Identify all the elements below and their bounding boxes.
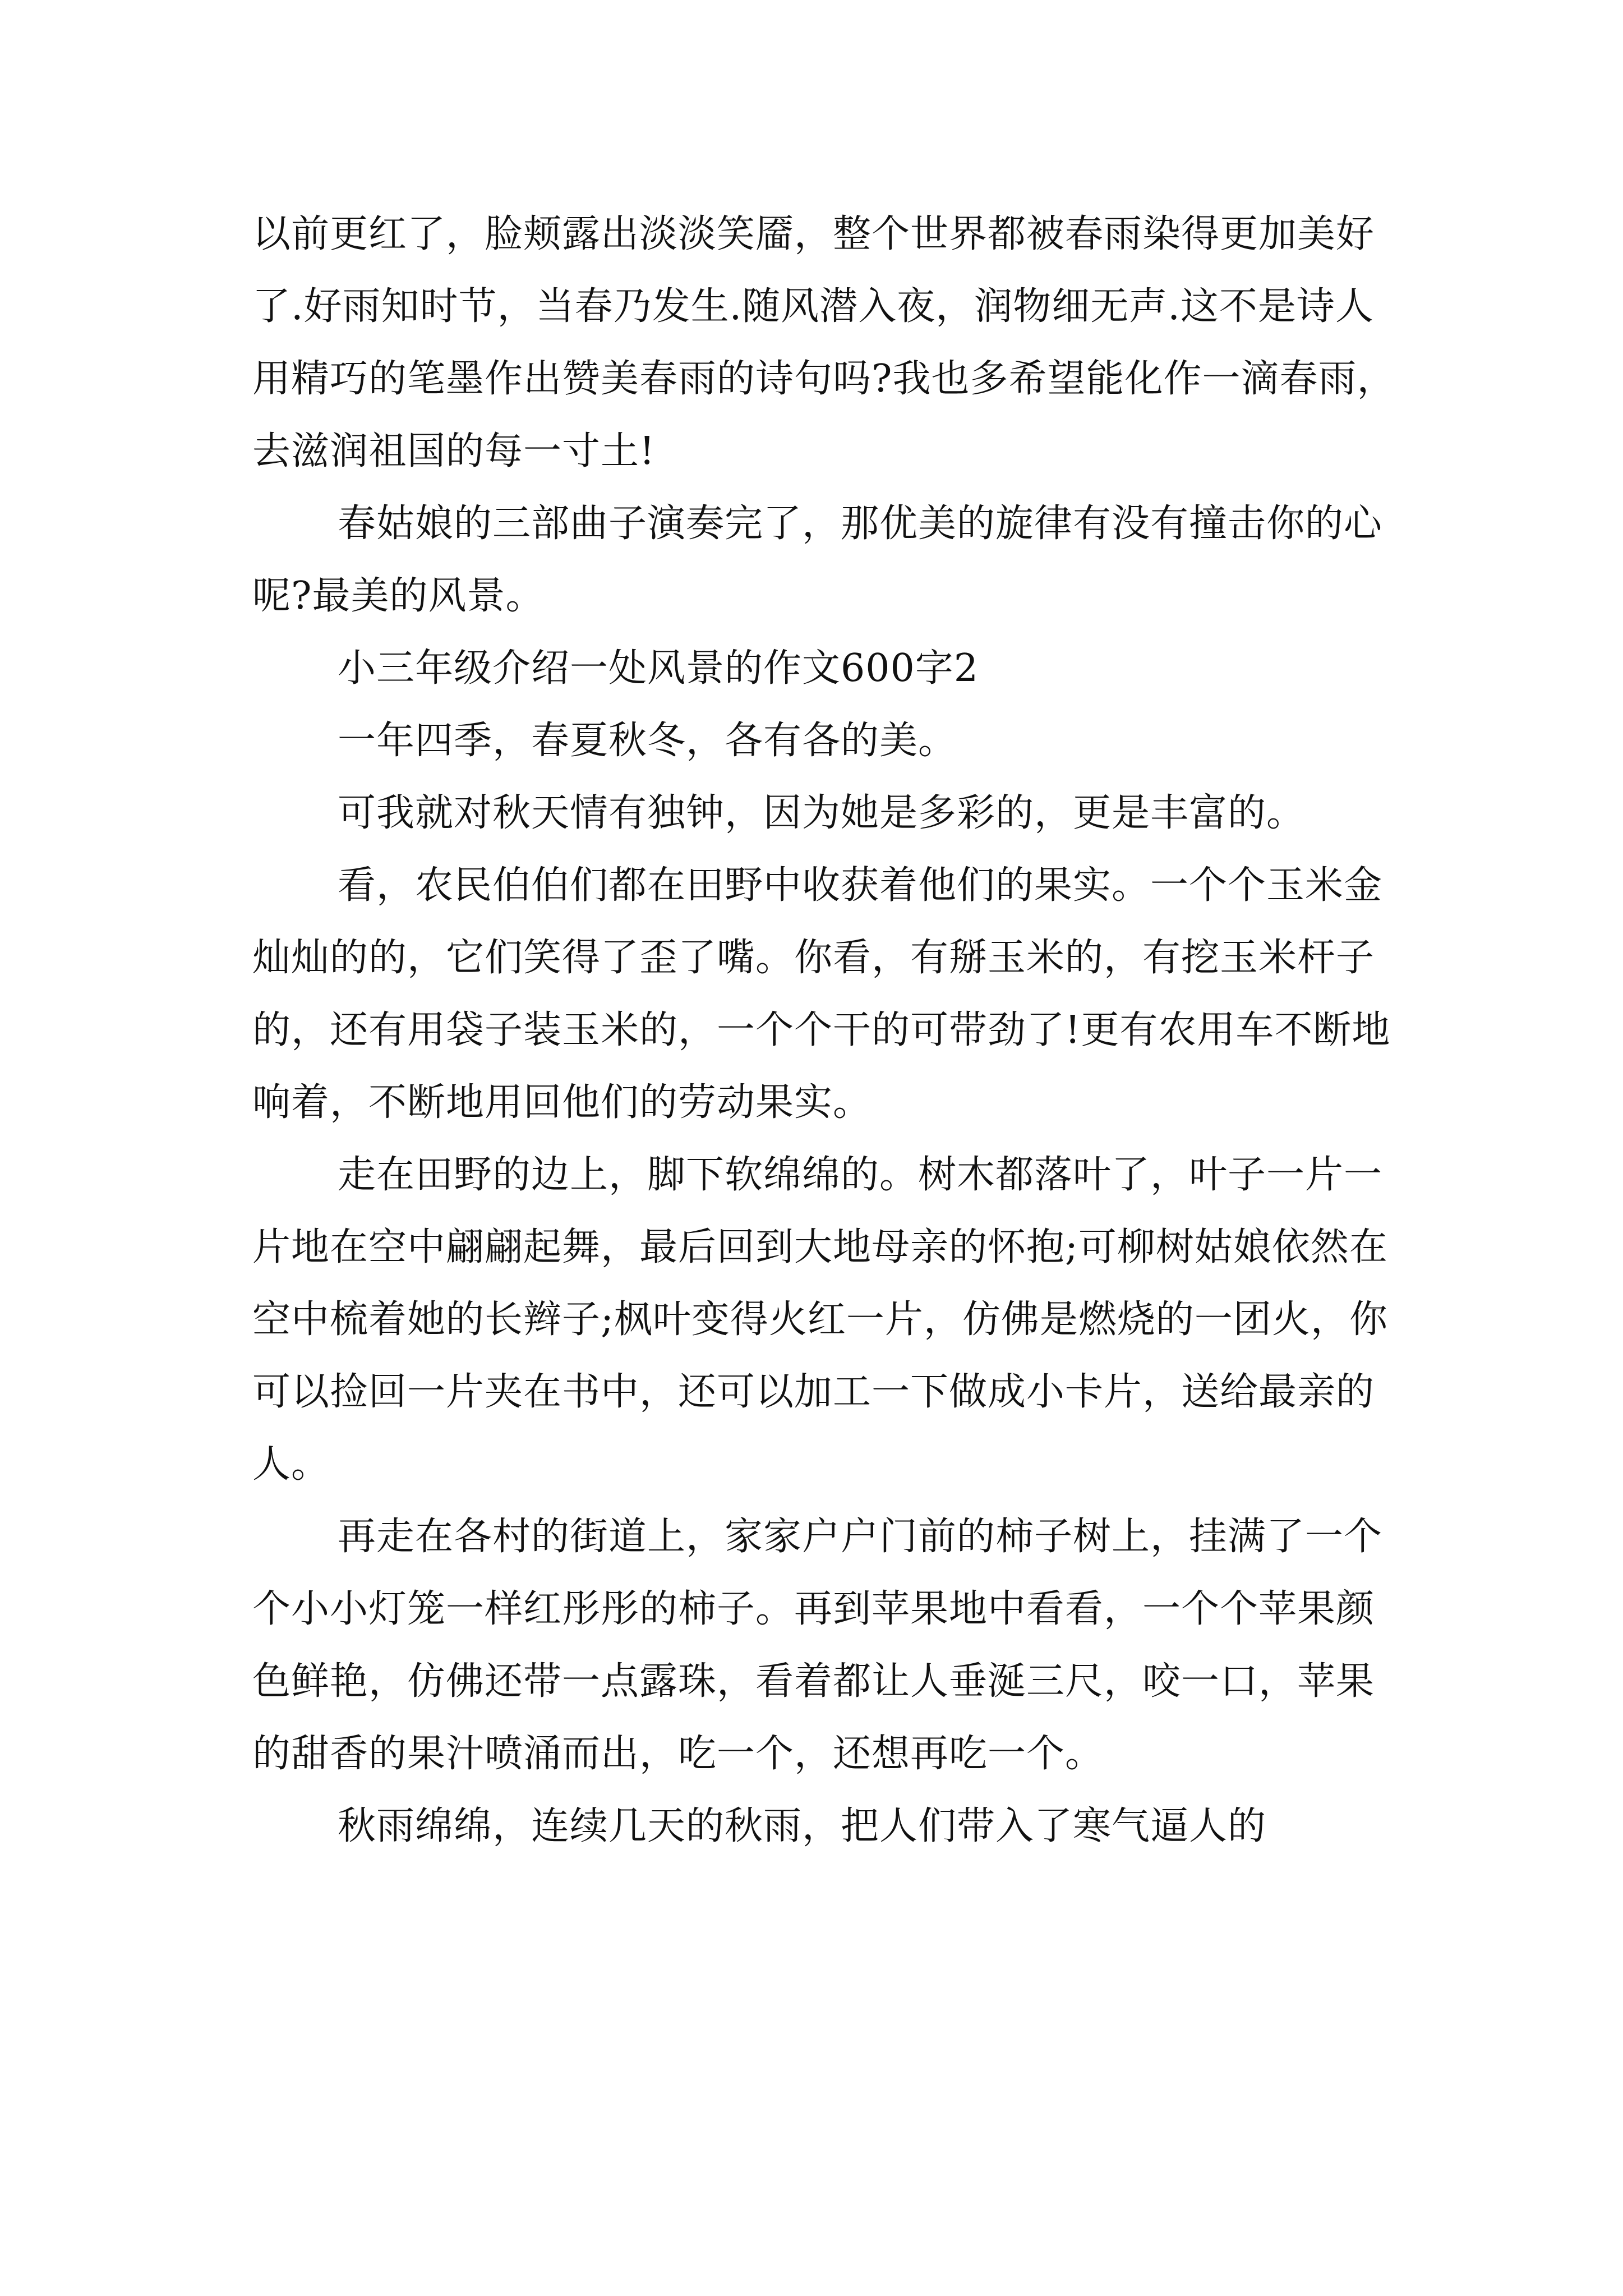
paragraph-4: 一年四季，春夏秋冬，各有各的美。 [338, 719, 957, 763]
paragraph-6: 看，农民伯伯们都在田野中收获着他们的果实。一个个玉米金灿灿的的，它们笑得了歪了嘴。你看，有掰玉米的，有挖玉米杆子的，还有用袋子装玉米的，一个个干的可带劲了!更有农用车不断地响着，不断地用回他们的劳动果实。 [252, 863, 1391, 1125]
paragraph-5: 可我就对秋天情有独钟，因为她是多彩的，更是丰富的。 [338, 791, 1306, 835]
document-body [252, 198, 1396, 1862]
paragraph-1: 以前更红了，脸颊露出淡淡笑靥，整个世界都被春雨染得更加美好了.好雨知时节，当春乃发生.随风潜入夜，润物细无声.这不是诗人用精巧的笔墨作出赞美春雨的诗句吗?我也多希望能化作一滴春雨，去滋润祖国的每一寸土! [252, 212, 1396, 473]
paragraph-8: 再走在各村的街道上，家家户户门前的柿子树上，挂满了一个个小小灯笼一样红彤彤的柿子。再到苹果地中看看，一个个苹果颜色鲜艳，仿佛还带一点露珠，看着都让人垂涎三尺，咬一口，苹果的甜香的果汁喷涌而出，吃一个，还想再吃一个。 [252, 1515, 1383, 1776]
essay-heading: 小三年级介绍一处风景的作文600字2 [338, 646, 979, 691]
paragraph-2: 春姑娘的三部曲子演奏完了，那优美的旋律有没有撞击你的心呢?最美的风景。 [252, 501, 1383, 618]
paragraph-9: 秋雨绵绵，连续几天的秋雨，把人们带入了寒气逼人的 [338, 1804, 1267, 1848]
paragraph-7: 走在田野的边上，脚下软绵绵的。树木都落叶了，叶子一片一片地在空中翩翩起舞，最后回到大地母亲的怀抱;可柳树姑娘依然在空中梳着她的长辫子;枫叶变得火红一片，仿佛是燃烧的一团火，你可以捡回一片夹在书中，还可以加工一下做成小卡片，送给最亲的人。 [252, 1153, 1388, 1487]
